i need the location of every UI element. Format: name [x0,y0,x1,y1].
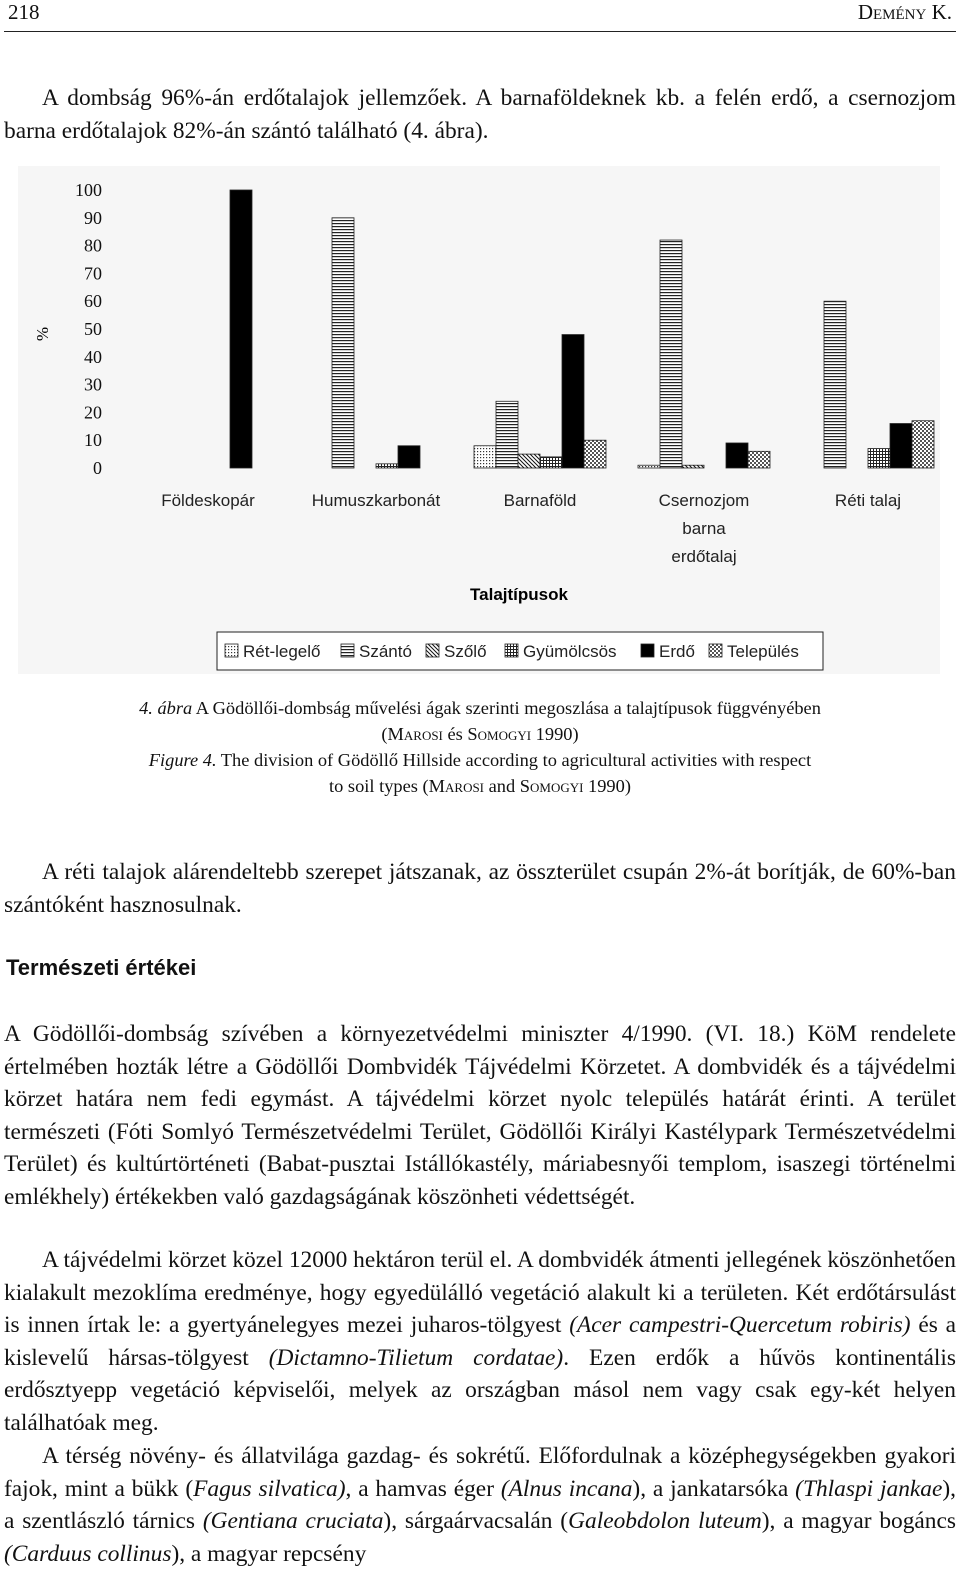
y-axis-label: % [33,326,52,342]
bars-group [230,190,934,468]
caption-hu-and: és [442,724,468,744]
intro-paragraph: A dombság 96%-án erdőtalajok jellemzőek. A barnaföldeknek kb. a felén erdő, a csernozjom barna erdőtalajok 82%-án szántó található (4. ábra). [4,85,956,144]
caption-hu-label: 4. ábra [139,698,193,718]
bar-dots [638,465,660,468]
section-heading: Természeti értékei [6,955,197,980]
bar-grid [540,457,562,468]
body-paragraph-1: A Gödöllői-dombság szívében a környezetvédelmi miniszter 4/1990. (VI. 18.) KöM rendelete értelmében hozták létre a Gödöllői Dombvidék Tájvédelmi Körzetet. A dombvidék és a tájvédelmi körzet határa nem fedi egymást. A tájvédelmi körzet nyolc település határát érinti. A terület természeti (Fóti Somlyó Természetvédelmi Terület, Gödöllői Királyi Kastélypark Természetvédelmi Terület) és kultúrtörténeti (Babat-pusztai Istállókastély, máriabesnyői templom, isaszegi történelmi emlékhely) értékekben való gazdagságának köszönheti védettségét. [4,1021,956,1210]
body3-text-4: ), a szentlászló tárnics [4,1475,956,1535]
y-tick-label: 0 [93,458,102,478]
legend-swatch-solid [641,644,654,657]
bar-diag [518,454,540,468]
bar-grid [376,464,398,468]
category-labels [161,491,901,566]
legend-label: Gyümölcsös [523,642,617,661]
legend-swatch-check [709,644,722,657]
legend-label: Szőlő [444,642,487,661]
figure-caption-en [20,747,940,799]
bar-check [912,421,934,468]
bar-chart-svg [18,166,940,674]
body3-text-2: , a hamvas éger [345,1475,501,1502]
caption-en-line2-text: to soil types ( [329,776,429,796]
y-tick-label: 80 [84,235,102,256]
bar-check [584,440,606,468]
body3-species-2: (Alnus incana [500,1475,633,1502]
category-label: erdőtalaj [671,547,737,566]
bar-hlines [824,301,846,468]
body3-species-3: (Thlaspi jankae [795,1475,943,1502]
legend-label: Település [727,642,799,661]
y-tick-label: 90 [84,207,102,228]
body2-species-1: (Acer campestri-Quercetum robiris) [569,1312,911,1339]
bar-hlines [332,218,354,468]
y-tick-label: 10 [84,430,102,451]
category-label: barna [682,519,726,538]
legend-swatch-hlines [341,644,354,657]
caption-hu-line1 [20,695,940,721]
body2-text-2: és a kislevelű hársas-tölgyest [4,1312,956,1371]
running-author: Demény K. [857,0,952,24]
caption-hu-year: 1990) [531,724,579,744]
body2-text-3: . Ezen erdők a hűvös kontinentális erdősztyepp vegetáció képviselői, melyek az országban másol nem vagy csak egy-két helyen találhatóak meg. [4,1344,956,1436]
category-label: Réti talaj [834,491,902,510]
bar-solid [562,335,584,468]
bar-hlines [660,240,682,468]
caption-hu-ref-open: ( [381,724,388,744]
body-paragraph-2 [4,1244,956,1440]
y-tick-label: 60 [84,291,102,312]
body3-species-6: (Carduus collinus [4,1540,172,1567]
body3-species-1: Fagus silvatica) [193,1475,346,1502]
page-number: 218 [8,0,40,24]
body3-species-4: (Gentiana cruciata [202,1508,384,1535]
caption-en-author2: Somogyi [519,776,584,796]
body3-text-6: ), a magyar bogáncs [761,1508,956,1535]
legend-label: Szántó [359,642,412,661]
body2-text-1: A tájvédelmi körzet közel 12000 hektáron terül el. A dombvidék átmenti jellegének köszönhetően kialakult mezoklíma eredménye, hogy egyedülálló vegetáció alakult ki a területen. Két erdőtársulást is innen írtak le: a gyertyánelegyes mezei juharos-tölgyest [4,1247,956,1339]
y-tick-label: 50 [84,319,102,339]
body3-text-7: ), a magyar repcsény [171,1540,367,1567]
bar-check [748,451,770,468]
y-tick-label: 20 [84,402,102,423]
caption-en-label: Figure 4. [148,750,217,770]
category-label: Humuszkarbonát [311,491,441,510]
legend-swatch-dots [225,644,238,657]
caption-en-line2 [20,773,940,799]
body-paragraph-3 [4,1440,956,1570]
body3-species-5: Galeobdolon luteum [568,1508,762,1535]
caption-en-line1 [20,747,940,773]
header-rule [4,31,956,32]
figure-caption-hu [20,695,940,747]
body3-text-3: ), a jankatarsóka [632,1475,796,1502]
bar-solid [890,424,912,468]
y-tick-label: 30 [84,374,102,395]
y-tick-label: 100 [75,180,102,200]
y-axis [75,180,102,478]
caption-en-author1: Marosi [428,776,485,796]
y-tick-label: 40 [84,346,102,367]
category-label: Csernozjom [658,491,750,510]
caption-hu-author1: Marosi [387,724,443,744]
bar-solid [230,190,252,468]
category-label: Földeskopár [161,491,255,510]
legend-swatch-grid [505,644,518,657]
caption-en-year: 1990) [583,776,631,796]
bar-dots [474,446,496,468]
body3-text-1: A térség növény- és állatvilága gazdag- és sokrétű. Előfordulnak a középhegységekben gyakori fajok, mint a bükk ( [4,1443,956,1502]
x-axis-title: Talajtípusok [470,585,568,604]
caption-en-text: The division of Gödöllő Hillside according to agricultural activities with respect [216,750,812,770]
reti-paragraph: A réti talajok alárendeltebb szerepet játszanak, az összterület csupán 2%-át borítják, de 60%-ban szántóként hasznosulnak. [4,859,956,918]
legend-label: Rét-legelő [243,642,321,661]
y-tick-label: 70 [84,263,102,284]
body3-text-5: ), sárgaárvacsalán ( [383,1508,569,1535]
bar-grid [868,449,890,468]
legend-label: Erdő [659,642,695,661]
legend-swatch-diag [426,644,439,657]
bar-solid [726,443,748,468]
bar-diag [682,465,704,468]
caption-hu-text: A Gödöllői-dombság művelési ágak szerinti megoszlása a talajtípusok függvényében [192,698,821,718]
bar-solid [398,446,420,468]
category-label: Barnaföld [503,491,577,510]
running-header [4,0,956,32]
caption-hu-line2 [20,721,940,747]
caption-en-and: and [484,776,520,796]
body2-species-2: (Dictamno-Tilietum cordatae) [268,1344,564,1371]
figure-4-chart [18,166,940,674]
bar-hlines [496,401,518,468]
caption-hu-author2: Somogyi [467,724,532,744]
